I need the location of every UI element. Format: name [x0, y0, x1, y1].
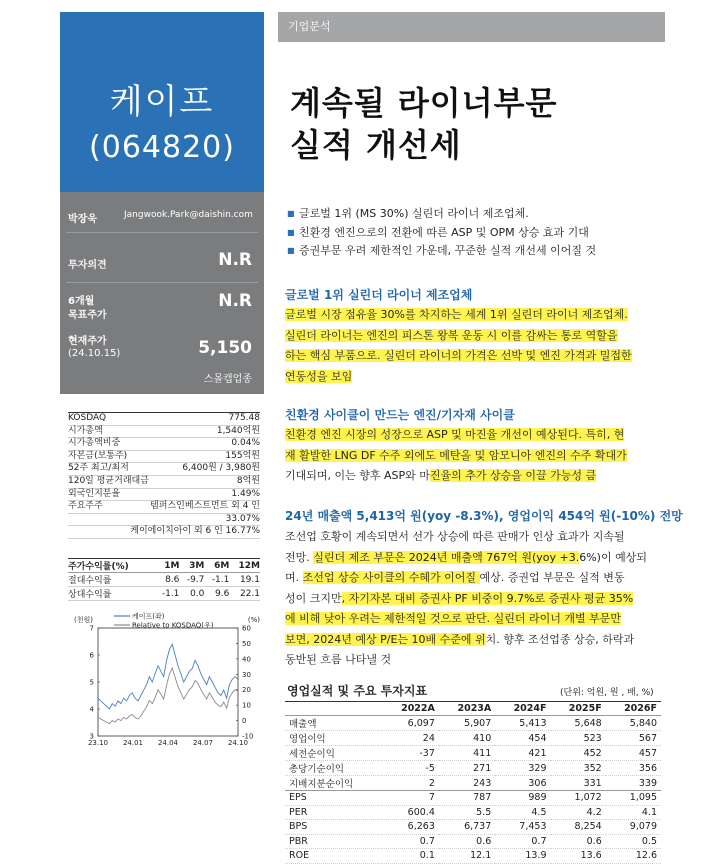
market-value: 8억원	[236, 475, 260, 486]
market-row	[68, 426, 260, 439]
fin-header: 2023A	[439, 702, 495, 716]
fin-cell: EPS	[285, 791, 382, 806]
fin-cell: 12.1	[439, 849, 495, 864]
perf-cell: -1.1	[204, 573, 229, 587]
fin-cell: 지배지분순이익	[285, 776, 382, 791]
fin-cell: 12.6	[606, 849, 661, 864]
fin-cell: 7	[382, 791, 438, 806]
fin-cell: PER	[285, 805, 382, 820]
market-value: 1.49%	[231, 488, 260, 499]
fin-cell: 0.7	[382, 834, 438, 849]
section-line: 기대되며, 이는 향후 ASP와 마진율의 추가 상승을 이끌 가능성 큼	[285, 469, 597, 482]
fin-cell: 매출액	[285, 716, 382, 731]
section-line: 전망. 실린더 제조 부문은 2024년 매출액 767억 원(yoy +3.6%)이 예상되	[285, 550, 647, 564]
highlighted-text: 하는 핵심 부품으로. 실린더 라이너의 가격은 선박 및 엔진 가격과 밀접한	[285, 349, 632, 362]
fin-cell: 271	[439, 761, 495, 776]
analyst-name: 박장욱	[68, 214, 97, 225]
fin-header: 2026F	[606, 702, 661, 716]
fin-cell: PBR	[285, 834, 382, 849]
section-line: 조선업 호황이 계속되면서 선가 상승에 따른 판매가 인상 효과가 지속될	[285, 530, 625, 543]
market-value: 1,540억원	[216, 425, 260, 436]
x-tick-label: 24.10	[227, 739, 249, 747]
fin-cell: 24	[382, 731, 438, 746]
market-value: 케이에이치아이 외 6 인 16.77%	[130, 526, 260, 537]
fin-cell: ROE	[285, 849, 382, 864]
right-tick-label: 20	[242, 686, 251, 695]
section-body	[285, 425, 661, 487]
left-unit-label: (천원)	[74, 616, 93, 624]
fin-cell: 331	[551, 776, 606, 791]
fin-header	[285, 702, 382, 716]
perf-header: 3M	[179, 559, 204, 573]
market-value: 33.07%	[225, 513, 260, 524]
right-tick-label: 40	[242, 655, 251, 664]
fin-cell: 9,079	[606, 820, 661, 835]
fin-cell: 6,097	[382, 716, 438, 731]
fin-cell: 989	[495, 791, 550, 806]
opinion-label: 투자의견	[68, 260, 107, 271]
market-row	[68, 501, 260, 514]
section-line	[285, 446, 661, 467]
fin-row	[285, 805, 661, 820]
target-label-2: 목표주가	[68, 310, 107, 321]
financial-table-title: 영업실적 및 주요 투자지표	[287, 684, 428, 698]
right-tick-label: 10	[242, 701, 251, 710]
price-date: (24.10.15)	[68, 348, 121, 359]
headline-line-1: 계속될 라이너부문	[290, 84, 558, 122]
highlighted-text: 재 활발한 LNG DF 수주 외에도 메탄올 및 암모니아 엔진의 수주 확대가	[285, 448, 627, 462]
fin-row	[285, 716, 661, 731]
section-line: 성이 크지만, 자기자본 대비 증권사 PF 비중이 9.7%로 증권사 평균 35%	[285, 591, 634, 605]
perf-cell: 0.0	[179, 587, 204, 601]
right-tick-label: 50	[242, 639, 251, 648]
summary-bullet: ■ 증권부문 우려 제한적인 가운데, 꾸준한 실적 개선세 이어질 것	[287, 242, 667, 261]
market-value: 775.48	[228, 413, 260, 423]
fin-cell: 영업이익	[285, 731, 382, 746]
section-title: 친환경 사이클이 만드는 엔진/기자재 사이클	[285, 408, 515, 422]
financial-table	[285, 701, 661, 864]
market-row	[68, 451, 260, 464]
section-body	[285, 305, 661, 387]
section-body	[285, 527, 661, 671]
fin-cell: 6,263	[382, 820, 438, 835]
fin-cell: 4.5	[495, 805, 550, 820]
fin-cell: 총당기순이익	[285, 761, 382, 776]
section-title: 글로벌 1위 실린더 라이너 제조업체	[285, 288, 473, 302]
fin-cell: 5,648	[551, 716, 606, 731]
fin-cell: BPS	[285, 820, 382, 835]
series-price-line	[98, 644, 238, 709]
section-line	[285, 425, 661, 446]
market-row	[68, 489, 260, 502]
headline-line-2: 실적 개선세	[290, 126, 462, 164]
fin-cell: 352	[551, 761, 606, 776]
market-info-table	[68, 412, 260, 539]
fin-cell: 329	[495, 761, 550, 776]
perf-cell: 9.6	[204, 587, 229, 601]
fin-header: 2024F	[495, 702, 550, 716]
fin-cell: 454	[495, 731, 550, 746]
perf-cell: 8.6	[154, 573, 179, 587]
company-name: 케이프	[109, 82, 215, 122]
perf-cell: -9.7	[179, 573, 204, 587]
fin-cell: -37	[382, 746, 438, 761]
fin-cell: 452	[551, 746, 606, 761]
fin-cell: 0.6	[439, 834, 495, 849]
company-code: (064820)	[89, 130, 235, 165]
financial-table-unit: (단위: 억원, 원 , 배, %)	[560, 688, 654, 698]
section-line: 보면, 2024년 예상 P/E는 10배 수준에 위치. 향후 조선업종 상승, 하락과	[285, 632, 635, 646]
opinion-value: N.R	[218, 250, 252, 270]
fin-cell: 457	[606, 746, 661, 761]
analyst-info-panel	[60, 192, 264, 394]
section-line	[285, 367, 661, 388]
section-line	[285, 305, 661, 326]
legend-label: 케이프(좌)	[132, 612, 165, 621]
legend-label: Relative to KOSDAQ(우)	[132, 621, 214, 630]
fin-row	[285, 820, 661, 835]
market-key: 외국인지분율	[68, 488, 121, 499]
return-table	[68, 558, 260, 601]
summary-bullets	[287, 205, 667, 261]
fin-cell: 1,072	[551, 791, 606, 806]
fin-cell: 13.9	[495, 849, 550, 864]
market-key: 자본금(보통주)	[68, 450, 128, 461]
sector-label: 스몰캡업종	[203, 374, 252, 385]
section-line	[285, 609, 661, 630]
fin-cell: 411	[439, 746, 495, 761]
fin-cell: 세전순이익	[285, 746, 382, 761]
price-label-1: 현재주가	[68, 336, 107, 347]
market-row	[68, 438, 260, 451]
perf-cell: 19.1	[229, 573, 260, 587]
fin-cell: 0.6	[551, 834, 606, 849]
fin-cell: 306	[495, 776, 550, 791]
highlighted-text: 연동성을 보임	[285, 369, 353, 383]
right-tick-label: 30	[242, 670, 251, 679]
headline	[290, 82, 557, 166]
perf-header: 주가수익률(%)	[68, 559, 154, 573]
fin-cell: 1,095	[606, 791, 661, 806]
perf-cell: 상대수익률	[68, 587, 154, 601]
right-unit-label: (%)	[247, 616, 260, 624]
perf-cell: -1.1	[154, 587, 179, 601]
target-label-1: 6개월	[68, 296, 95, 307]
fin-cell: 5.5	[439, 805, 495, 820]
market-row	[68, 476, 260, 489]
perf-cell: 절대수익률	[68, 573, 154, 587]
fin-row	[285, 849, 661, 864]
highlighted-text: 실린더 라이너는 엔진의 피스톤 왕복 운동 시 이를 감싸는 통로 역할을	[285, 328, 618, 342]
market-row	[68, 463, 260, 476]
section-line: 며. 조선업 상승 사이클의 수혜가 이어질 예상. 증권업 부문은 실적 변동	[285, 571, 625, 584]
left-tick-label: 5	[89, 678, 94, 687]
market-key: 52주 최고/최저	[68, 463, 129, 474]
fin-cell: 356	[606, 761, 661, 776]
highlighted-text: 에 비해 낮아 우려는 제한적일 것으로 판단. 실린더 라이너 개별 부문만	[285, 612, 621, 625]
fin-cell: 6,737	[439, 820, 495, 835]
fin-cell: 2	[382, 776, 438, 791]
market-value: 6,400원 / 3,980원	[182, 463, 260, 474]
left-tick-label: 4	[89, 705, 94, 714]
market-row	[68, 412, 260, 426]
fin-cell: 0.7	[495, 834, 550, 849]
fin-row	[285, 776, 661, 791]
perf-cell: 22.1	[229, 587, 260, 601]
fin-header: 2022A	[382, 702, 438, 716]
highlighted-text: 글로벌 시장 점유율 30%를 차지하는 세계 1위 실린더 라이너 제조업체.	[285, 308, 628, 321]
highlighted-text: 친환경 엔진 시장의 성장으로 ASP 및 마진율 개선이 예상된다. 특히, 현	[285, 428, 625, 441]
fin-cell: 5,840	[606, 716, 661, 731]
left-tick-label: 3	[89, 732, 94, 741]
right-tick-label: -10	[242, 732, 254, 741]
left-tick-label: 6	[89, 651, 94, 660]
fin-cell: 0.1	[382, 849, 438, 864]
fin-cell: 421	[495, 746, 550, 761]
fin-row	[285, 731, 661, 746]
market-value: 0.04%	[231, 438, 260, 449]
fin-row	[285, 791, 661, 806]
fin-row	[285, 834, 661, 849]
stock-price-chart	[70, 610, 262, 750]
perf-row	[68, 587, 260, 601]
section-line	[285, 346, 661, 367]
x-tick-label: 23.10	[87, 739, 109, 747]
fin-cell: 567	[606, 731, 661, 746]
right-tick-label: 0	[242, 717, 247, 726]
price-value: 5,150	[198, 338, 252, 358]
perf-row	[68, 573, 260, 587]
report-type-tag: 기업분석	[278, 12, 665, 42]
fin-cell: 787	[439, 791, 495, 806]
highlighted-text: 조선업 상승 사이클의 수혜가 이어질	[302, 571, 480, 584]
fin-cell: 339	[606, 776, 661, 791]
target-value: N.R	[218, 291, 252, 311]
summary-bullet: ■ 친환경 엔진으로의 전환에 따른 ASP 및 OPM 상승 효과 기대	[287, 224, 667, 243]
market-row	[68, 514, 260, 527]
section-line: 동반된 흐름 나타낼 것	[285, 653, 392, 666]
fin-cell: 13.6	[551, 849, 606, 864]
market-key: 시가총액비중	[68, 438, 121, 449]
analyst-email[interactable]: Jangwook.Park@daishin.com	[124, 210, 253, 220]
market-key: 주요주주	[68, 501, 103, 512]
fin-header: 2025F	[551, 702, 606, 716]
market-key: 시가총액	[68, 425, 103, 436]
company-header	[60, 12, 264, 192]
right-tick-label: 60	[242, 624, 251, 633]
fin-cell: -5	[382, 761, 438, 776]
series-relative-line	[98, 668, 238, 724]
fin-row	[285, 761, 661, 776]
fin-cell: 410	[439, 731, 495, 746]
fin-cell: 5,907	[439, 716, 495, 731]
fin-cell: 243	[439, 776, 495, 791]
fin-row	[285, 746, 661, 761]
highlighted-text: , 자기자본 대비 증권사 PF 비중이 9.7%로 증권사 평균 35%	[341, 591, 634, 605]
x-tick-label: 24.01	[122, 739, 144, 747]
x-tick-label: 24.07	[192, 739, 214, 747]
market-value: 템퍼스인베스트먼트 외 4 인	[150, 501, 260, 512]
fin-cell: 600.4	[382, 805, 438, 820]
fin-cell: 7,453	[495, 820, 550, 835]
perf-header: 6M	[204, 559, 229, 573]
fin-cell: 8,254	[551, 820, 606, 835]
section-title: 24년 매출액 5,413억 원(yoy -8.3%), 영업이익 454억 원(-10%) 전망	[285, 509, 683, 523]
summary-bullet: ■ 글로벌 1위 (MS 30%) 실린더 라이너 제조업체.	[287, 205, 667, 224]
highlighted-text: 진율의 추가 상승을 이끌 가능성 큼	[429, 469, 597, 482]
x-tick-label: 24.04	[157, 739, 179, 747]
perf-header: 12M	[229, 559, 260, 573]
section-line	[285, 326, 661, 347]
market-row	[68, 526, 260, 539]
fin-cell: 4.1	[606, 805, 661, 820]
fin-cell: 5,413	[495, 716, 550, 731]
fin-cell: 523	[551, 731, 606, 746]
fin-cell: 4.2	[551, 805, 606, 820]
highlighted-text: 실린더 제조 부문은 2024년 매출액 767억 원(yoy +3.	[313, 550, 580, 564]
highlighted-text: 보면, 2024년 예상 P/E는 10배 수준에 위	[285, 632, 486, 646]
perf-header: 1M	[154, 559, 179, 573]
fin-cell: 0.5	[606, 834, 661, 849]
market-value: 155억원	[225, 450, 260, 461]
market-key: KOSDAQ	[68, 413, 107, 423]
market-key: 120일 평균거래대금	[68, 475, 149, 486]
left-tick-label: 7	[89, 624, 94, 633]
